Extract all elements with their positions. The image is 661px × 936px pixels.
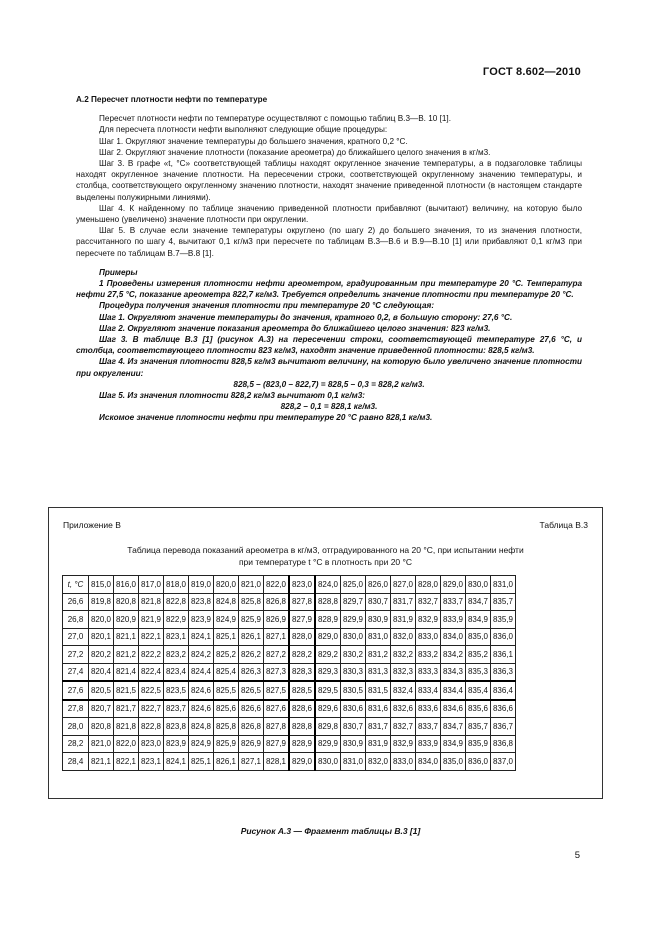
table-cell: 822,1	[114, 753, 139, 771]
table-cell: 822,4	[139, 663, 164, 681]
table-cell: 835,9	[491, 611, 516, 629]
table-cell: 818,0	[164, 576, 189, 594]
table-cell: 825,0	[341, 576, 366, 594]
table-row	[63, 611, 516, 629]
table-cell: 836,3	[491, 663, 516, 681]
example-step: Шаг 2. Округляют значение показания ареометра до ближайшего целого значения: 823 кг/м3.	[99, 323, 491, 333]
table-cell: 833,9	[441, 611, 466, 629]
table-cell: 821,0	[89, 735, 114, 753]
temperature-cell: 26,6	[63, 593, 89, 611]
table-cell: 836,7	[491, 718, 516, 736]
table-cell: 828,6	[289, 700, 315, 718]
formula: 828,2 – 0,1 = 828,1 кг/м3.	[280, 402, 378, 412]
example-step: Шаг 1. Округляют значение температуры до значения, кратного 0,2, в большую сторону: 27,6 °С.	[99, 312, 513, 322]
table-cell: 828,8	[315, 593, 341, 611]
table-row	[63, 646, 516, 664]
table-cell: 826,1	[214, 753, 239, 771]
table-cell: 820,4	[89, 663, 114, 681]
table-cell: 826,9	[239, 735, 264, 753]
table-row	[63, 718, 516, 736]
table-cell: 828,9	[315, 611, 341, 629]
table-cell: 827,5	[264, 681, 290, 700]
temperature-cell: 27,4	[63, 663, 89, 681]
table-cell: 826,8	[239, 718, 264, 736]
table-cell: 825,1	[189, 753, 214, 771]
table-row	[63, 753, 516, 771]
table-cell: 827,3	[264, 663, 290, 681]
table-cell: 824,0	[315, 576, 341, 594]
table-cell: 825,9	[239, 611, 264, 629]
table-cell: 824,2	[189, 646, 214, 664]
table-cell: 835,7	[466, 718, 491, 736]
paragraph: Пересчет плотности нефти по температуре осуществляют с помощью таблиц В.3—В. 10 [1].	[99, 114, 451, 124]
table-cell: 815,0	[89, 576, 114, 594]
table-cell: 827,6	[264, 700, 290, 718]
table-cell: 835,4	[466, 681, 491, 700]
table-cell: 832,2	[391, 646, 416, 664]
table-cell: 822,9	[164, 611, 189, 629]
table-cell: 826,6	[239, 700, 264, 718]
table-cell: 828,0	[289, 628, 315, 646]
table-cell: 824,6	[189, 700, 214, 718]
temperature-cell: 28,2	[63, 735, 89, 753]
table-cell: 826,3	[239, 663, 264, 681]
table-cell: 834,7	[441, 718, 466, 736]
table-label: Таблица В.3	[539, 520, 588, 530]
table-cell: 827,0	[391, 576, 416, 594]
table-cell: 834,9	[441, 735, 466, 753]
document-header: ГОСТ 8.602—2010	[482, 66, 581, 78]
table-cell: 835,0	[466, 628, 491, 646]
table-cell: 823,2	[164, 646, 189, 664]
table-cell: 822,7	[139, 700, 164, 718]
table-cell: 835,6	[466, 700, 491, 718]
table-cell: 832,6	[391, 700, 416, 718]
table-cell: 824,8	[214, 593, 239, 611]
formula: 828,5 – (823,0 – 822,7) = 828,5 – 0,3 = 828,2 кг/м3.	[233, 379, 425, 389]
table-cell: 822,5	[139, 681, 164, 700]
table-cell: 820,5	[89, 681, 114, 700]
table-cell: 817,0	[139, 576, 164, 594]
figure-frame	[48, 507, 603, 799]
table-cell: 833,7	[416, 718, 441, 736]
table-cell: 836,1	[491, 646, 516, 664]
table-cell: 834,7	[466, 593, 491, 611]
table-cell: 834,0	[416, 753, 441, 771]
table-cell: 830,7	[366, 593, 391, 611]
table-cell: 832,9	[416, 611, 441, 629]
table-cell: 821,8	[114, 718, 139, 736]
table-cell: 829,8	[315, 718, 341, 736]
table-cell: 832,0	[391, 628, 416, 646]
table-cell: 823,8	[189, 593, 214, 611]
table-cell: 824,1	[164, 753, 189, 771]
table-cell: 837,0	[491, 753, 516, 771]
table-cell: 822,1	[139, 628, 164, 646]
step-2: Шаг 2. Округляют значение плотности (показание ареометра) до ближайшего целого значения в кг/м3.	[99, 147, 491, 157]
table-cell: 820,2	[89, 646, 114, 664]
table-cell: 836,8	[491, 735, 516, 753]
table-cell: 820,7	[89, 700, 114, 718]
table-row	[63, 663, 516, 681]
table-title-line: при температуре t °С в плотность при 20 °С	[238, 557, 413, 567]
table-cell: 824,9	[214, 611, 239, 629]
table-cell: 829,0	[315, 628, 341, 646]
temperature-cell: t, °С	[63, 576, 89, 594]
table-cell: 820,8	[114, 593, 139, 611]
example-text: 1 Проведены измерения плотности нефти ареометром, градуированным при температуре 20 °С. Температура нефти 27,5 °С, показание ареометра 822,7 кг/м3. Требуется определить значение плотности при температуре 20 °С.	[76, 279, 582, 300]
temperature-cell: 26,8	[63, 611, 89, 629]
temperature-cell: 27,2	[63, 646, 89, 664]
table-cell: 825,5	[214, 681, 239, 700]
table-cell: 829,9	[315, 735, 341, 753]
table-cell: 836,0	[466, 753, 491, 771]
table-cell: 835,3	[466, 663, 491, 681]
table-cell: 823,0	[289, 576, 315, 594]
table-cell: 828,8	[289, 718, 315, 736]
table-row	[63, 628, 516, 646]
table-cell: 827,9	[289, 611, 315, 629]
table-cell: 831,6	[366, 700, 391, 718]
table-cell: 820,0	[214, 576, 239, 594]
table-cell: 820,9	[114, 611, 139, 629]
table-cell: 823,7	[164, 700, 189, 718]
paragraph: Для пересчета плотности нефти выполняют следующие общие процедуры:	[99, 125, 388, 135]
step-5: Шаг 5. В случае если значение температуры округлено (по шагу 2) до большего значения, то из значения плотности, рассчитанного по шагу 4, вычитают 0,1 кг/м3 при пересчете по таблицам В.3—В.6 и В.9—В.10 [1] или прибавляют 0,1 кг/м3 при пересчете по таблицам В.7—В.8 [1].	[76, 226, 582, 258]
table-cell: 827,1	[264, 628, 290, 646]
table-cell: 825,6	[214, 700, 239, 718]
table-cell: 826,2	[239, 646, 264, 664]
table-cell: 821,1	[89, 753, 114, 771]
example-step: Шаг 3. В таблице В.3 [1] (рисунок А.3) на пересечении строки, соответствующей температуре 27,6 °С, и столбца, соответствующего плотности 823 кг/м3, находят значение приведенной плотности: 828,5 кг/м3.	[76, 335, 582, 356]
table-cell: 822,0	[264, 576, 290, 594]
table-cell: 828,2	[289, 646, 315, 664]
table-cell: 831,0	[366, 628, 391, 646]
temperature-cell: 27,6	[63, 681, 89, 700]
table-cell: 833,6	[416, 700, 441, 718]
table-cell: 836,0	[491, 628, 516, 646]
table-cell: 835,9	[466, 735, 491, 753]
table-cell: 832,0	[366, 753, 391, 771]
table-cell: 835,0	[441, 753, 466, 771]
table-header-row	[63, 576, 516, 594]
table-cell: 821,5	[114, 681, 139, 700]
table-cell: 821,7	[114, 700, 139, 718]
table-cell: 831,3	[366, 663, 391, 681]
page-number: 5	[574, 850, 580, 861]
table-cell: 825,9	[214, 735, 239, 753]
table-cell: 829,9	[341, 611, 366, 629]
table-cell: 831,7	[391, 593, 416, 611]
step-3: Шаг 3. В графе «t, °С» соответствующей таблицы находят округленное значение температуры, а в подзаголовке таблицы находят округленное значение плотности. На пересечении строки, соответствующей округленному значению температуры, и столбца, соответствующего округленному значению плотности, находят значение приведенной плотности (в настоящем стандарте выделены полужирными линиями).	[76, 159, 582, 202]
table-cell: 821,4	[114, 663, 139, 681]
table-cell: 822,8	[139, 718, 164, 736]
table-cell: 830,6	[341, 700, 366, 718]
table-cell: 834,9	[466, 611, 491, 629]
table-cell: 823,1	[139, 753, 164, 771]
table-cell: 820,0	[89, 611, 114, 629]
table-cell: 833,0	[391, 753, 416, 771]
table-cell: 834,2	[441, 646, 466, 664]
table-row	[63, 700, 516, 718]
table-cell: 831,7	[366, 718, 391, 736]
table-title	[49, 544, 602, 568]
step-1: Шаг 1. Округляют значение температуры до большего значения, кратного 0,2 °С.	[99, 136, 408, 146]
table-cell: 819,0	[189, 576, 214, 594]
example-result: Искомое значение плотности нефти при температуре 20 °С равно 828,1 кг/м3.	[99, 413, 433, 423]
table-cell: 831,9	[366, 735, 391, 753]
table-cell: 821,9	[139, 611, 164, 629]
table-cell: 831,9	[391, 611, 416, 629]
table-cell: 833,2	[416, 646, 441, 664]
table-cell: 823,4	[164, 663, 189, 681]
table-cell: 827,8	[264, 718, 290, 736]
table-cell: 827,9	[264, 735, 290, 753]
table-cell: 821,2	[114, 646, 139, 664]
table-cell: 828,3	[289, 663, 315, 681]
table-cell: 822,8	[164, 593, 189, 611]
table-cell: 831,0	[341, 753, 366, 771]
figure-caption: Рисунок А.3 — Фрагмент таблицы В.3 [1]	[240, 826, 421, 836]
table-cell: 820,1	[89, 628, 114, 646]
table-cell: 830,3	[341, 663, 366, 681]
table-cell: 827,2	[264, 646, 290, 664]
table-cell: 835,2	[466, 646, 491, 664]
table-cell: 825,2	[214, 646, 239, 664]
table-cell: 834,0	[441, 628, 466, 646]
table-cell: 828,0	[416, 576, 441, 594]
table-cell: 831,2	[366, 646, 391, 664]
table-cell: 834,3	[441, 663, 466, 681]
table-cell: 820,8	[89, 718, 114, 736]
table-cell: 824,9	[189, 735, 214, 753]
table-cell: 826,8	[264, 593, 290, 611]
table-cell: 832,7	[391, 718, 416, 736]
table-cell: 816,0	[114, 576, 139, 594]
example-step: Шаг 4. Из значения плотности 828,5 кг/м3 вычитают величину, на которую было увеличено значение плотности при округлении:	[76, 357, 582, 378]
table-cell: 836,4	[491, 681, 516, 700]
table-cell: 819,8	[89, 593, 114, 611]
table-cell: 830,0	[341, 628, 366, 646]
table-cell: 821,1	[114, 628, 139, 646]
table-cell: 828,9	[289, 735, 315, 753]
examples-title: Примеры	[99, 267, 138, 277]
table-cell: 822,2	[139, 646, 164, 664]
table-row	[63, 681, 516, 700]
table-cell: 836,6	[491, 700, 516, 718]
table-cell: 824,6	[189, 681, 214, 700]
example-step: Шаг 5. Из значения плотности 828,2 кг/м3 вычитают 0,1 кг/м3:	[99, 391, 366, 401]
table-row	[63, 735, 516, 753]
table-row	[63, 593, 516, 611]
table-cell: 830,9	[366, 611, 391, 629]
table-cell: 830,2	[341, 646, 366, 664]
table-cell: 831,0	[491, 576, 516, 594]
table-cell: 832,3	[391, 663, 416, 681]
table-cell: 833,9	[416, 735, 441, 753]
table-cell: 826,1	[239, 628, 264, 646]
table-cell: 834,4	[441, 681, 466, 700]
table-cell: 832,7	[416, 593, 441, 611]
temperature-cell: 27,0	[63, 628, 89, 646]
temperature-cell: 28,0	[63, 718, 89, 736]
table-cell: 834,6	[441, 700, 466, 718]
table-cell: 824,4	[189, 663, 214, 681]
table-cell: 829,0	[441, 576, 466, 594]
table-cell: 823,9	[189, 611, 214, 629]
table-cell: 830,7	[341, 718, 366, 736]
table-cell: 825,4	[214, 663, 239, 681]
table-cell: 824,1	[189, 628, 214, 646]
temperature-cell: 27,8	[63, 700, 89, 718]
table-cell: 831,5	[366, 681, 391, 700]
table-cell: 825,8	[214, 718, 239, 736]
table-cell: 821,0	[239, 576, 264, 594]
section-title: А.2 Пересчет плотности нефти по температуре	[76, 95, 268, 104]
temperature-cell: 28,4	[63, 753, 89, 771]
table-cell: 829,6	[315, 700, 341, 718]
table-cell: 827,8	[289, 593, 315, 611]
table-cell: 828,1	[264, 753, 290, 771]
table-title-line: Таблица перевода показаний ареометра в кг/м3, отградуированного на 20 °С, при испытании нефти	[127, 545, 524, 555]
table-cell: 830,0	[315, 753, 341, 771]
table-cell: 835,7	[491, 593, 516, 611]
table-cell: 826,5	[239, 681, 264, 700]
table-cell: 826,9	[264, 611, 290, 629]
body-text	[76, 94, 582, 424]
table-cell: 829,0	[289, 753, 315, 771]
table-cell: 823,1	[164, 628, 189, 646]
table-cell: 833,0	[416, 628, 441, 646]
table-cell: 829,5	[315, 681, 341, 700]
table-cell: 822,0	[114, 735, 139, 753]
table-cell: 826,0	[366, 576, 391, 594]
table-cell: 823,5	[164, 681, 189, 700]
table-cell: 829,2	[315, 646, 341, 664]
table-cell: 832,4	[391, 681, 416, 700]
table-cell: 830,5	[341, 681, 366, 700]
example-text: Процедура получения значения плотности при температуре 20 °С следующая:	[99, 301, 435, 311]
table-cell: 823,9	[164, 735, 189, 753]
table-cell: 832,9	[391, 735, 416, 753]
table-cell: 833,7	[441, 593, 466, 611]
table-cell: 833,3	[416, 663, 441, 681]
table-cell: 829,3	[315, 663, 341, 681]
density-table	[62, 575, 516, 771]
table-cell: 823,0	[139, 735, 164, 753]
step-4: Шаг 4. К найденному по таблице значению приведенной плотности прибавляют (вычитают) величину, на которую было уменьшено (увеличено) значение плотности при округлении.	[76, 203, 582, 225]
appendix-label: Приложение В	[63, 520, 121, 530]
table-cell: 824,8	[189, 718, 214, 736]
table-cell: 830,9	[341, 735, 366, 753]
table-cell: 825,8	[239, 593, 264, 611]
table-cell: 833,4	[416, 681, 441, 700]
table-cell: 827,1	[239, 753, 264, 771]
table-cell: 821,8	[139, 593, 164, 611]
table-cell: 825,1	[214, 628, 239, 646]
table-cell: 828,5	[289, 681, 315, 700]
table-cell: 830,0	[466, 576, 491, 594]
table-cell: 823,8	[164, 718, 189, 736]
table-cell: 829,7	[341, 593, 366, 611]
